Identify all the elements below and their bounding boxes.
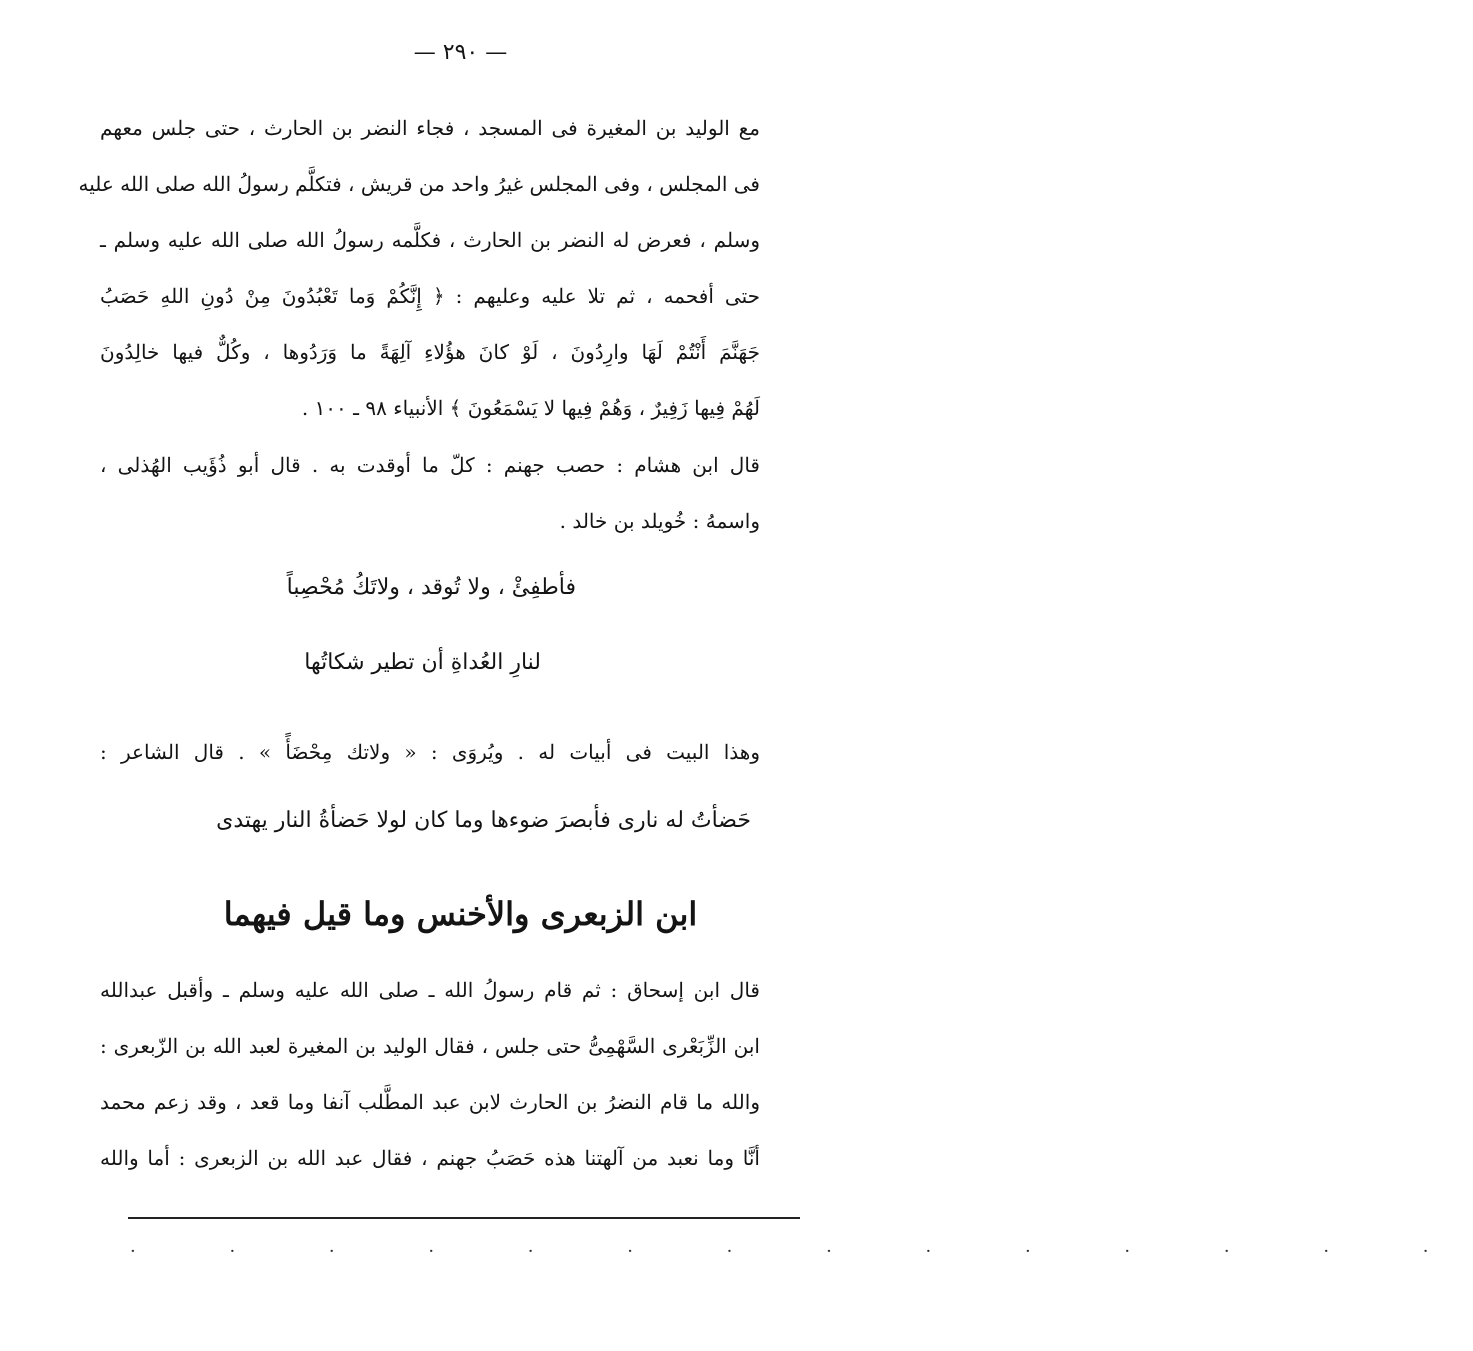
paragraph-2 <box>100 437 760 549</box>
text-line: حتى أفحمه ، ثم تلا عليه وعليهم : ﴿ إِنَّكُمْ وَما تَعْبُدُونَ مِنْ دُونِ اللهِ حَصَبُ <box>100 284 760 308</box>
verse-1-line-1: فأطفِئْ ، ولا تُوقد ، ولاتَكُ مُحْصِباً <box>286 575 576 600</box>
footnote-rule <box>128 1217 800 1219</box>
text-line: جَهَنَّمَ أَنْتُمْ لَهَا وارِدُونَ ، لَوْ كانَ هؤُلاءِ آلِهَةً ما وَرَدُوها ، وكُلٌّ فيها خالِدُونَ <box>100 340 760 364</box>
text-line: فى المجلس ، وفى المجلس غيرُ واحد من قريش ، فتكلَّم رسولُ الله صلى الله عليه <box>78 172 760 196</box>
paragraph-4 <box>100 962 760 1186</box>
text-line: وهذا البيت فى أبيات له . ويُروَى : « ولاتك مِحْضَأً » . قال الشاعر : <box>100 740 760 764</box>
paragraph-3 <box>100 724 760 780</box>
text-line: مع الوليد بن المغيرة فى المسجد ، فجاء النضر بن الحارث ، حتى جلس معهم <box>100 116 760 140</box>
text-line: قال ابن هشام : حصب جهنم : كلّ ما أوقدت به . قال أبو ذُؤَيب الهُذلى ، <box>100 453 760 477</box>
verse-1-line-2: لنارِ العُداةِ أن تطير شكاتُها <box>304 650 541 675</box>
text-line: لَهُمْ فِيها زَفِيرٌ ، وَهُمْ فِيها لا يَسْمَعُونَ ﴾ الأنبياء ٩٨ ـ ١٠٠ . <box>301 396 760 420</box>
verse-2-line: حَضأتُ له نارى فأبصرَ ضوءها وما كان لولا حَضأةُ النار يهتدى <box>216 808 751 833</box>
text-line: والله ما قام النضرُ بن الحارث لابن عبد المطَّلب آنفا وما قعد ، وقد زعم محمد <box>100 1090 760 1114</box>
decorative-dots: · · · · · · · · · · · · · · <box>130 1241 1473 1262</box>
text-line: ابن الزِّبَعْرى السَّهْمِىُّ حتى جلس ، فقال الوليد بن المغيرة لعبد الله بن الزّبعرى : <box>100 1034 760 1058</box>
text-line: أنَّا وما نعبد من آلهتنا هذه حَصَبُ جهنم ، فقال عبد الله بن الزبعرى : أما والله <box>100 1146 760 1170</box>
section-heading: ابن الزبعرى والأخنس وما قيل فيهما <box>223 895 698 933</box>
page-number: — ٢٩٠ — <box>413 40 508 65</box>
paragraph-1 <box>78 100 760 436</box>
text-line: قال ابن إسحاق : ثم قام رسولُ الله ـ صلى الله عليه وسلم ـ وأقبل عبدالله <box>100 978 760 1002</box>
text-line: وسلم ، فعرض له النضر بن الحارث ، فكلَّمه رسولُ الله صلى الله عليه وسلم ـ <box>100 228 760 252</box>
text-line: واسمهُ : خُويلد بن خالد . <box>559 509 760 533</box>
